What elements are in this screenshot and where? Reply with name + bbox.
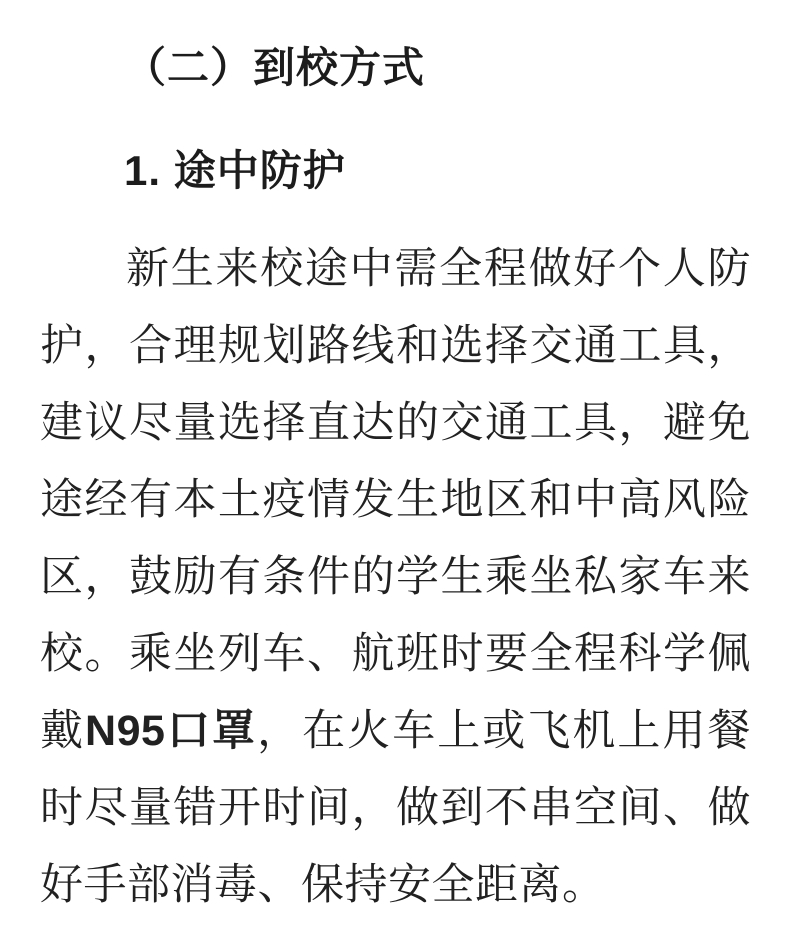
subsection-heading: 1. 途中防护: [124, 147, 346, 194]
section-heading: （二）到校方式: [124, 44, 426, 91]
paragraph-text-after: ，在火车上或飞机上用餐时尽量错开时间，做到不串空间、做好手部消毒、保持安全距离。: [40, 707, 751, 909]
paragraph-text-n95-mask-bold: N95口罩: [85, 707, 258, 755]
paragraph-text-before: 新生来校途中需全程做好个人防护，合理规划路线和选择交通工具，建议尽量选择直达的交通工具，避免途经有本土疫情发生地区和中高风险区，鼓励有条件的学生乘坐私家车来校。乘坐列车、航班时要全程科学佩戴: [40, 245, 751, 755]
body-paragraph: [40, 231, 751, 924]
